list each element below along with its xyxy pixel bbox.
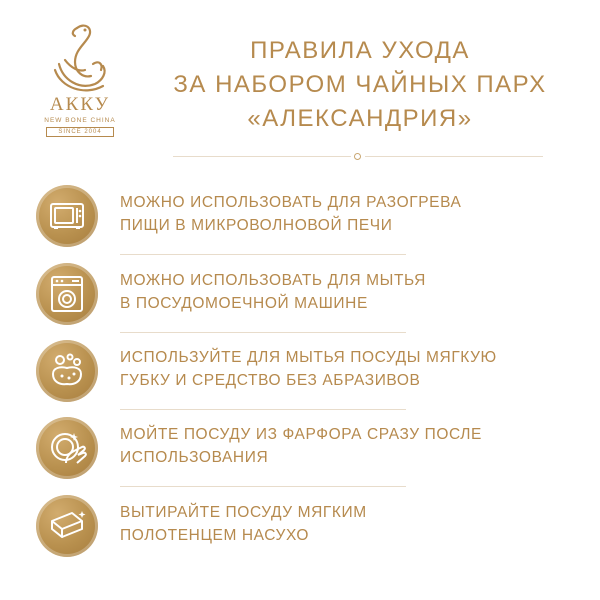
divider [120, 332, 406, 333]
brand-subtitle: NEW BONE CHINA [44, 117, 116, 124]
rule-text-line-1: ВЫТИРАЙТЕ ПОСУДУ МЯГКИМ [120, 504, 367, 521]
rule-text-line-2: ИСПОЛЬЗОВАНИЯ [120, 449, 269, 466]
rule-text-line-1: ИСПОЛЬЗУЙТЕ ДЛЯ МЫТЬЯ ПОСУДЫ МЯГКУЮ [120, 349, 497, 366]
swan-logo-icon [45, 20, 115, 96]
rule-text-line-2: ГУБКУ И СРЕДСТВО БЕЗ АБРАЗИВОВ [120, 372, 421, 389]
rule-item [36, 495, 566, 565]
towel-icon [36, 495, 98, 557]
divider-ornament-icon [354, 153, 361, 160]
brand-since: SINCE 2004 [46, 127, 114, 137]
rule-item [36, 417, 566, 487]
rule-item [36, 340, 566, 410]
title-line-2: ЗА НАБОРОМ ЧАЙНЫХ ПАРХ [173, 71, 547, 98]
page-title [160, 34, 560, 136]
hand-washing-plate-icon [36, 417, 98, 479]
rule-text-line-2: В ПОСУДОМОЕЧНОЙ МАШИНЕ [120, 295, 368, 312]
rule-text-line-1: МОЖНО ИСПОЛЬЗОВАТЬ ДЛЯ РАЗОГРЕВА [120, 194, 462, 211]
divider [120, 254, 406, 255]
rule-text-line-1: МОЖНО ИСПОЛЬЗОВАТЬ ДЛЯ МЫТЬЯ [120, 272, 426, 289]
title-line-1: ПРАВИЛА УХОДА [250, 37, 470, 64]
divider [120, 409, 406, 410]
rule-item [36, 185, 566, 255]
divider [120, 486, 406, 487]
sponge-icon [36, 340, 98, 402]
brand-name: АККУ [49, 94, 111, 115]
rule-text-line-2: ПИЩИ В МИКРОВОЛНОВОЙ ПЕЧИ [120, 217, 393, 234]
rule-item [36, 263, 566, 333]
dishwasher-icon [36, 263, 98, 325]
title-line-3: «АЛЕКСАНДРИЯ» [247, 105, 473, 132]
rule-text-line-2: ПОЛОТЕНЦЕМ НАСУХО [120, 527, 310, 544]
rule-text-line-1: МОЙТЕ ПОСУДУ ИЗ ФАРФОРА СРАЗУ ПОСЛЕ [120, 426, 482, 443]
microwave-icon [36, 185, 98, 247]
header-divider [173, 156, 543, 157]
brand-logo [28, 20, 132, 150]
